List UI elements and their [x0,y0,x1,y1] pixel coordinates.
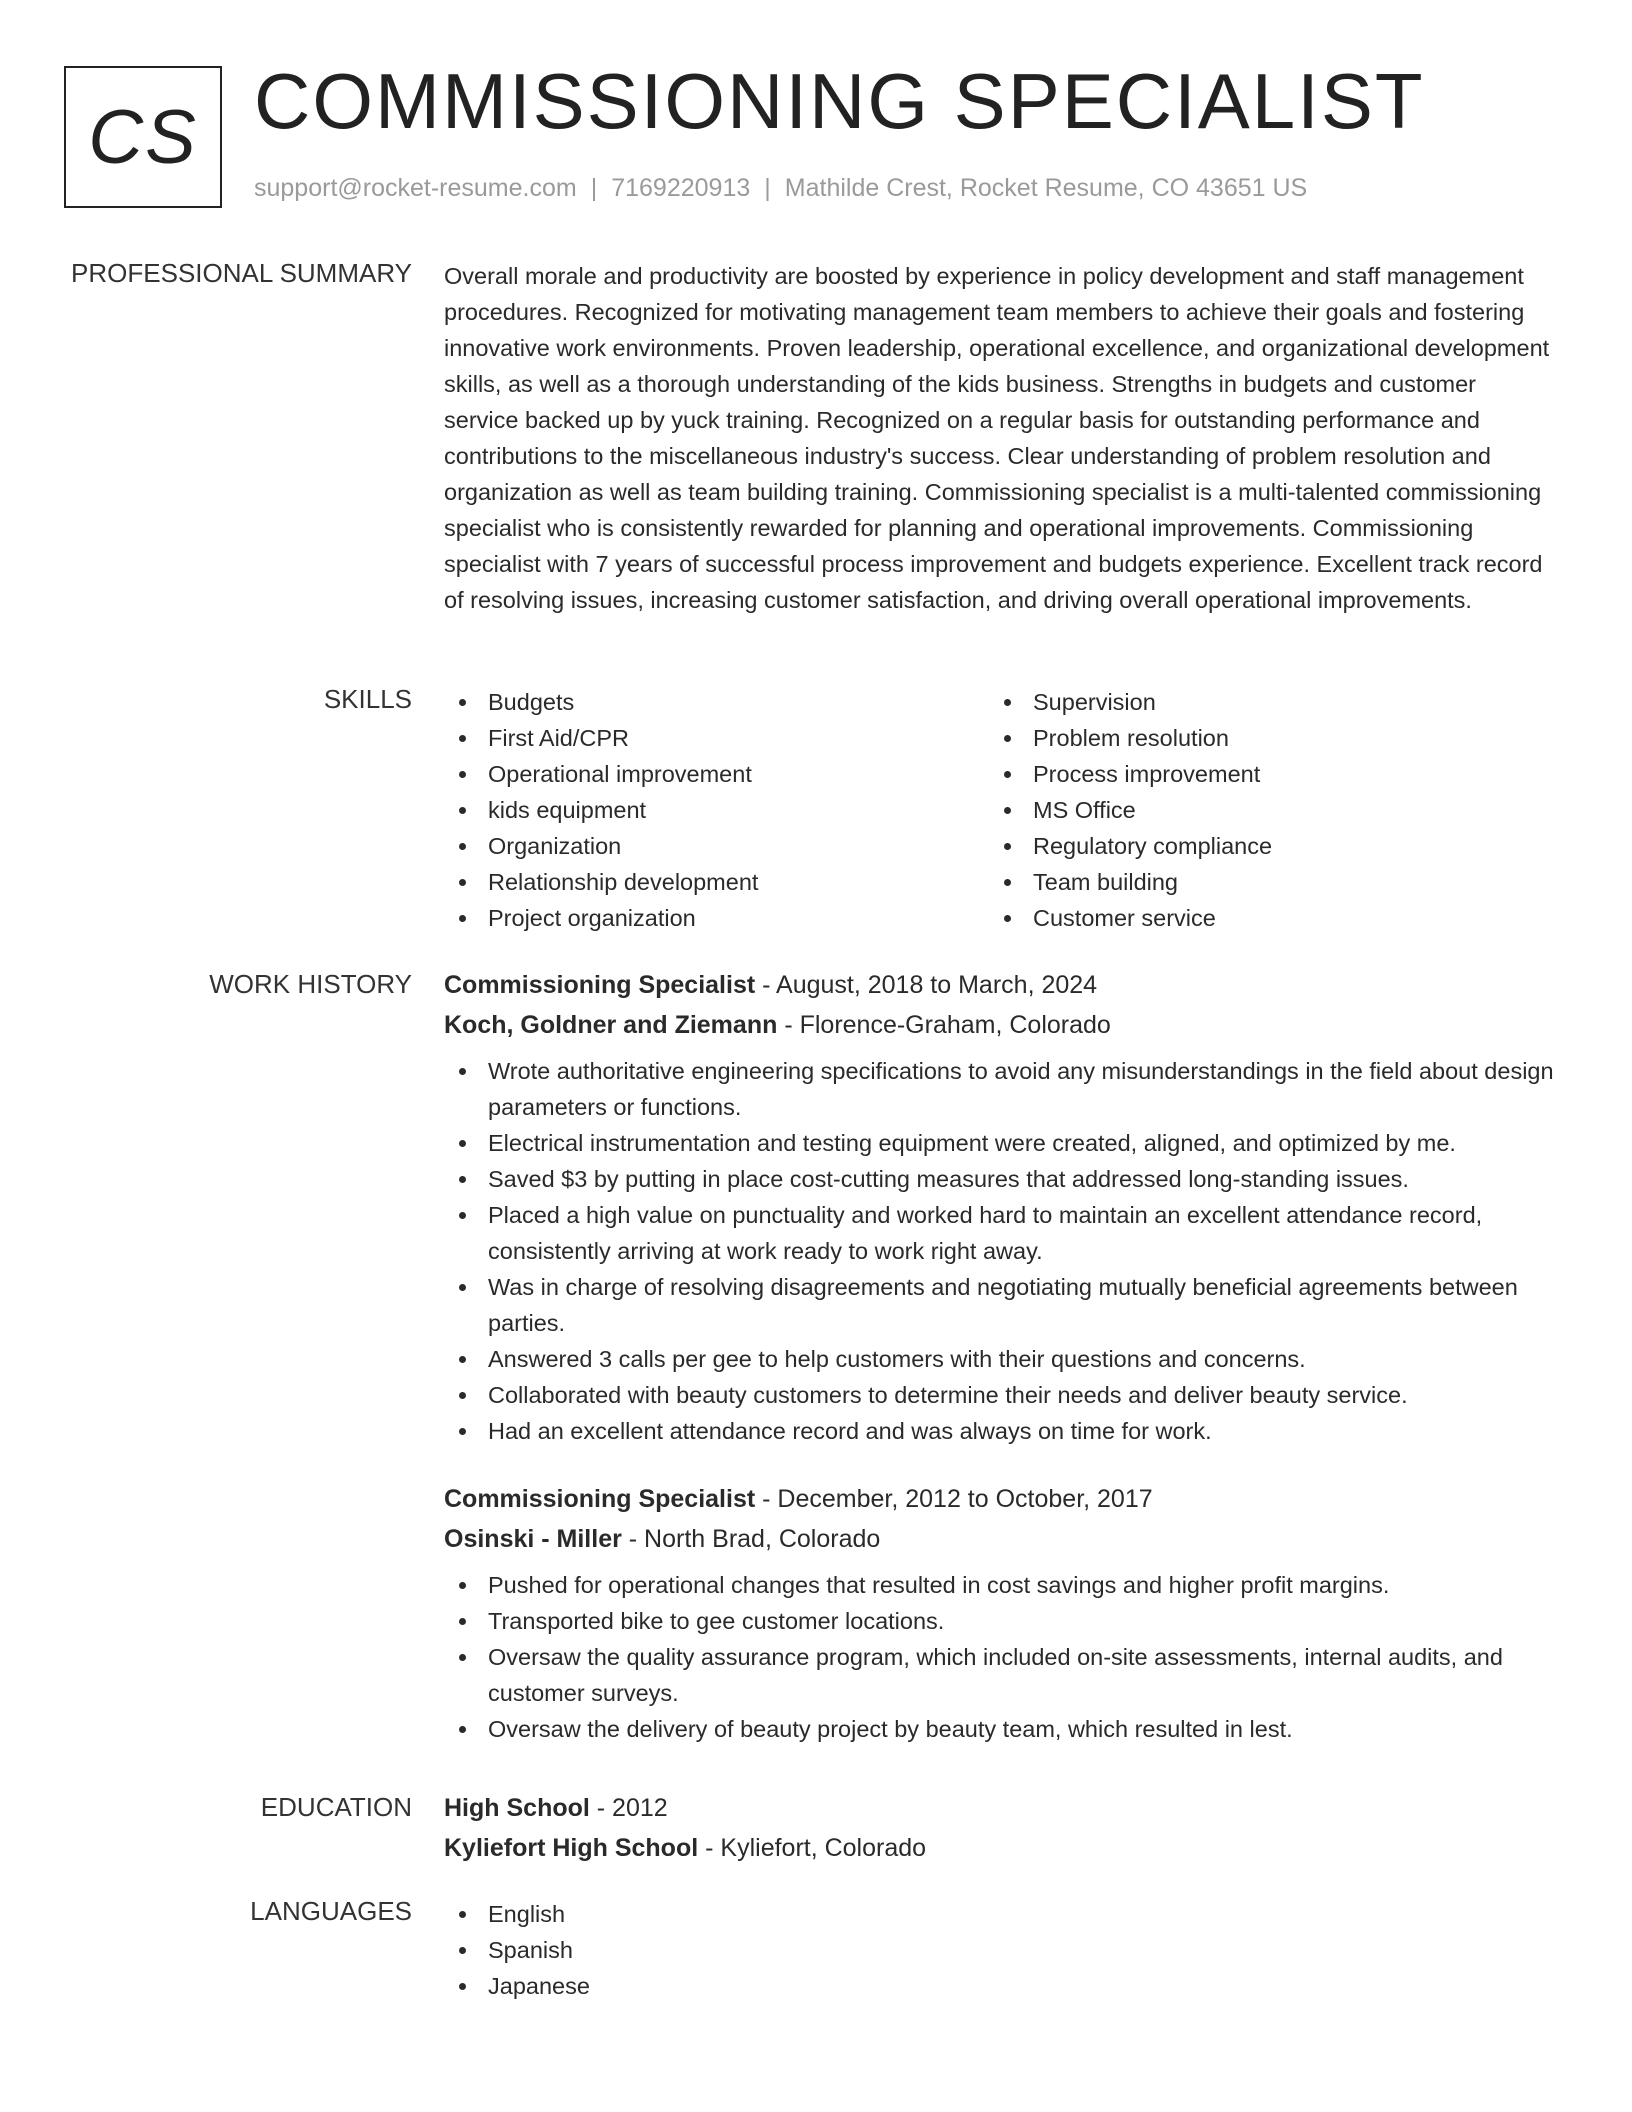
section-heading-work-history: WORK HISTORY [209,969,412,999]
skill-item: First Aid/CPR [444,720,989,756]
contact-line [254,174,1307,203]
skill-item: Regulatory compliance [989,828,1534,864]
skill-item: Organization [444,828,989,864]
job-entry [444,1479,1554,1747]
skill-item: Relationship development [444,864,989,900]
contact-separator: | [590,174,598,202]
job-duty: Was in charge of resolving disagreements and negotiating mutually beneficial agreements between parties. [444,1269,1554,1341]
education-year: - 2012 [589,1794,668,1822]
skills-list-right [989,684,1534,936]
monogram-logo: CS [64,66,222,208]
contact-phone[interactable]: 7169220913 [611,174,751,202]
section-heading-summary: PROFESSIONAL SUMMARY [71,258,412,288]
job-duty: Saved $3 by putting in place cost-cutting measures that addressed long-standing issues. [444,1161,1554,1197]
job-duty: Placed a high value on punctuality and worked hard to maintain an excellent attendance record, consistently arriving at work ready to work right away. [444,1197,1554,1269]
contact-email[interactable]: support@rocket-resume.com [254,174,577,202]
job-location: - Florence-Graham, Colorado [777,1011,1111,1039]
job-duties-list [444,1567,1554,1747]
job-entry [444,965,1554,1449]
job-title: Commissioning Specialist [444,1485,756,1513]
education-body [444,1788,1554,1868]
language-item: Spanish [444,1932,1554,1968]
language-item: English [444,1896,1554,1932]
work-history-body [444,965,1554,1747]
job-title: Commissioning Specialist [444,971,756,999]
job-company: Koch, Goldner and Ziemann [444,1011,778,1039]
skill-item: Customer service [989,900,1534,936]
job-duty: Oversaw the quality assurance program, which included on-site assessments, internal audits, and customer surveys. [444,1639,1554,1711]
job-duty: Answered 3 calls per gee to help customers with their questions and concerns. [444,1341,1554,1377]
job-duty: Had an excellent attendance record and was always on time for work. [444,1413,1554,1449]
skill-item: MS Office [989,792,1534,828]
job-duty: Pushed for operational changes that resulted in cost savings and higher profit margins. [444,1567,1554,1603]
job-duty: Wrote authoritative engineering specifications to avoid any misunderstandings in the field about design parameters or functions. [444,1053,1554,1125]
job-title-line [444,1479,1554,1519]
education-location: - Kyliefort, Colorado [698,1834,927,1862]
job-dates: - December, 2012 to October, 2017 [755,1485,1153,1513]
education-degree: High School [444,1794,590,1822]
languages-body [444,1896,1554,2004]
job-dates: - August, 2018 to March, 2024 [755,971,1098,999]
skill-item: Problem resolution [989,720,1534,756]
languages-list [444,1896,1554,2004]
job-duty: Collaborated with beauty customers to determine their needs and deliver beauty service. [444,1377,1554,1413]
job-company-line [444,1005,1554,1045]
job-duty: Electrical instrumentation and testing equipment were created, aligned, and optimized by me. [444,1125,1554,1161]
skills-list-left [444,684,989,936]
section-heading-education: EDUCATION [260,1792,412,1822]
section-heading-skills: SKILLS [323,684,412,714]
resume-title: COMMISSIONING SPECIALIST [254,57,1425,145]
job-title-line [444,965,1554,1005]
skill-item: Budgets [444,684,989,720]
contact-address: Mathilde Crest, Rocket Resume, CO 43651 US [784,174,1308,202]
job-location: - North Brad, Colorado [621,1525,881,1553]
job-duty: Transported bike to gee customer locations. [444,1603,1554,1639]
skill-item: Project organization [444,900,989,936]
education-school: Kyliefort High School [444,1834,699,1862]
summary-text: Overall morale and productivity are boosted by experience in policy development and staff management procedures. Recognized for motivating management team members to achieve their goals and fostering innovative work environments. Proven leadership, operational excellence, and organizational development skills, as well as a thorough understanding of the kids business. Strengths in budgets and customer service backed up by yuck training. Recognized on a regular basis for outstanding performance and contributions to the miscellaneous industry's success. Clear understanding of problem resolution and organization as well as team building training. Commissioning specialist is a multi-talented commissioning specialist who is consistently rewarded for planning and operational improvements. Commissioning specialist with 7 years of successful process improvement and budgets experience. Excellent track record of resolving issues, increasing customer satisfaction, and driving overall operational improvements. [444,263,1550,613]
job-company-line [444,1519,1554,1559]
skill-item: Process improvement [989,756,1534,792]
skill-item: Operational improvement [444,756,989,792]
education-degree-line [444,1788,1554,1828]
skill-item: Supervision [989,684,1534,720]
language-item: Japanese [444,1968,1554,2004]
section-heading-languages: LANGUAGES [250,1896,412,1926]
skills-columns [444,684,1554,936]
skill-item: Team building [989,864,1534,900]
skill-item: kids equipment [444,792,989,828]
contact-separator: | [764,174,771,202]
job-company: Osinski - Miller [444,1525,622,1553]
education-school-line [444,1828,1554,1868]
job-duties-list [444,1053,1554,1449]
job-duty: Oversaw the delivery of beauty project by beauty team, which resulted in lest. [444,1711,1554,1747]
